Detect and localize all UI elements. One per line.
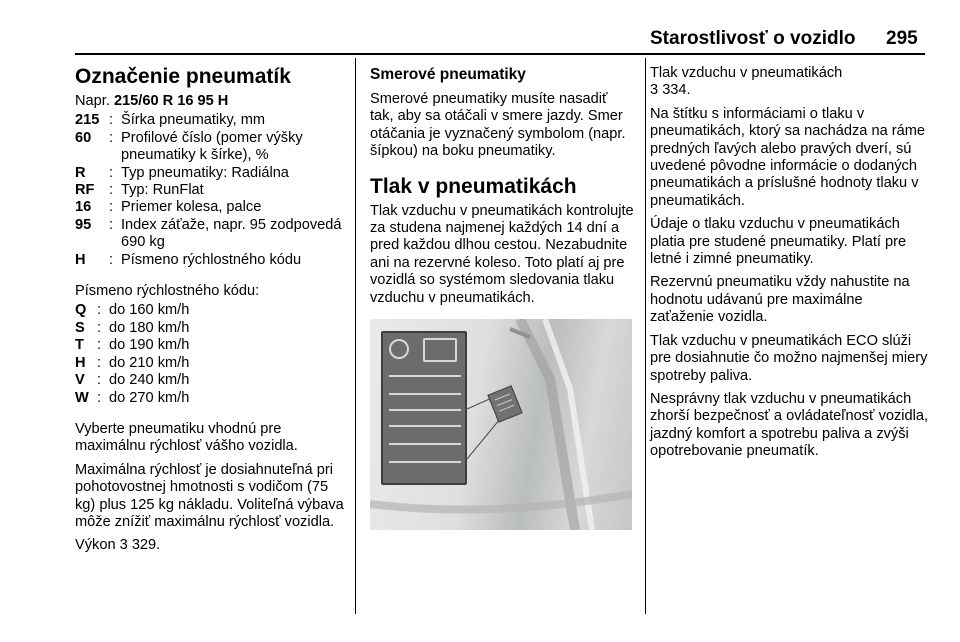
paragraph-label-location: Na štítku s informáciami o tlaku v pneumatikách, ktorý sa nachádza na ráme predných ľavých alebo pravých dverí, sú uvedené pôvodne informácie o dodaných pneumatikách a príslušné hodnoty tlaku v pneumatikách.	[650, 105, 926, 209]
section-heading-tire-pressure: Tlak v pneumatikách	[370, 174, 577, 198]
speed-row	[75, 320, 350, 337]
header-divider	[75, 53, 925, 55]
example-value: 215/60 R 16 95 H	[113, 93, 229, 109]
speed-value: do 180 km/h	[109, 319, 190, 336]
speed-value: do 160 km/h	[109, 302, 190, 319]
definition-key: 215	[75, 112, 100, 129]
reference-text: Tlak vzduchu v pneumatikách	[650, 65, 843, 81]
page-reference-arrow-icon: 3	[119, 537, 128, 554]
callout-lines	[370, 319, 632, 530]
paragraph-directional-tires: Smerové pneumatiky musíte nasadiť tak, aby sa otáčali v smere jazdy. Smer otáčania je vyznačený symbolom (napr. šípkou) na boku pneumatiky.	[370, 91, 626, 160]
separator-colon: :	[97, 319, 102, 336]
separator-colon: :	[109, 164, 114, 181]
paragraph-max-speed: Vyberte pneumatiku vhodnú pre maximálnu rýchlosť vášho vozidla.	[75, 420, 298, 455]
separator-colon: :	[109, 112, 114, 129]
column-divider-1	[355, 58, 356, 614]
page-reference-arrow-icon: 3	[650, 82, 659, 99]
definition-value: Typ: RunFlat	[121, 182, 204, 199]
speed-key: T	[75, 337, 84, 354]
example-line	[75, 93, 350, 110]
speed-value: do 270 km/h	[109, 389, 190, 406]
paragraph-tire-pressure-check: Tlak vzduchu v pneumatikách kontrolujte za studena najmenej každých 14 dní a pred každou dlhou cestou. Nezabudnite ani na rezervné koleso. Toto platí aj pre vozidlá so systémom sledovania tlaku vzduchu v pneumatikách.	[370, 202, 634, 306]
speed-value: do 190 km/h	[109, 337, 190, 354]
separator-colon: :	[97, 337, 102, 354]
tire-pressure-label-photo	[370, 319, 632, 530]
column-3	[650, 65, 930, 467]
speed-row	[75, 302, 350, 319]
definition-value: Písmeno rýchlostného kódu	[121, 251, 302, 268]
speed-row	[75, 390, 350, 407]
definition-row	[75, 199, 350, 216]
speed-row	[75, 337, 350, 354]
speed-key: Q	[75, 302, 87, 319]
page-reference-link[interactable]: 329.	[131, 537, 161, 554]
separator-colon: :	[97, 302, 102, 319]
definition-key: RF	[75, 182, 95, 199]
example-prefix: Napr.	[75, 93, 110, 109]
separator-colon: :	[97, 372, 102, 389]
separator-colon: :	[97, 354, 102, 371]
separator-colon: :	[109, 251, 114, 268]
paragraph-eco-pressure: Tlak vzduchu v pneumatikách ECO slúži pre dosiahnutie čo možno najmenšej miery spotreby paliva.	[650, 332, 928, 384]
paragraph-incorrect-pressure: Nesprávny tlak vzduchu v pneumatikách zhorší bezpečnosť a ovládateľnosť vozidla, jazdný komfort a spotrebu paliva a zvýši opotrebovanie pneumatík.	[650, 390, 929, 460]
column-1	[75, 65, 350, 561]
speed-row	[75, 355, 350, 372]
separator-colon: :	[109, 129, 114, 146]
column-divider-2	[645, 58, 646, 614]
definition-row	[75, 165, 350, 182]
definition-key: 95	[75, 216, 92, 233]
definition-value: Priemer kolesa, palce	[121, 199, 262, 216]
definition-row	[75, 217, 350, 252]
speed-row	[75, 372, 350, 389]
page-header-title: Starostlivosť o vozidlo	[650, 28, 856, 49]
definition-key: R	[75, 164, 86, 181]
separator-colon: :	[97, 389, 102, 406]
page-reference-link[interactable]: 334.	[662, 82, 691, 99]
page-number: 295	[886, 28, 918, 49]
definition-row	[75, 112, 350, 129]
definition-value: Šírka pneumatiky, mm	[121, 112, 266, 129]
speed-code-list	[75, 302, 350, 406]
definition-row	[75, 182, 350, 199]
tire-code-definitions	[75, 112, 350, 269]
column-2	[370, 65, 635, 530]
paragraph-spare-tire: Rezervnú pneumatiku vždy nahustite na hodnotu udávanú pre maximálne zaťaženie vozidla.	[650, 274, 910, 326]
separator-colon: :	[109, 216, 114, 233]
reference-text: Výkon	[75, 537, 116, 554]
speed-key: W	[75, 389, 89, 406]
separator-colon: :	[109, 199, 114, 216]
paragraph-performance-ref	[75, 537, 350, 554]
separator-colon: :	[109, 182, 114, 199]
paragraph-cold-tires: Údaje o tlaku vzduchu v pneumatikách platia pre studené pneumatiky. Platí pre letné i zimné pneumatiky.	[650, 216, 907, 268]
definition-row	[75, 252, 350, 269]
speed-key: H	[75, 354, 86, 371]
definition-key: H	[75, 251, 86, 268]
definition-row	[75, 130, 350, 165]
paragraph-pressure-ref	[650, 65, 930, 100]
speed-code-intro: Písmeno rýchlostného kódu:	[75, 283, 260, 300]
definition-key: 60	[75, 129, 92, 146]
section-heading-tire-marking: Označenie pneumatík	[75, 65, 291, 88]
speed-key: S	[75, 319, 85, 336]
subheading-directional-tires: Smerové pneumatiky	[370, 66, 526, 83]
speed-value: do 210 km/h	[109, 354, 190, 371]
definition-key: 16	[75, 199, 92, 216]
definition-value: Typ pneumatiky: Radiálna	[121, 164, 289, 181]
speed-value: do 240 km/h	[109, 372, 190, 389]
definition-value: Profilové číslo (pomer výšky pneumatiky k šírke), %	[121, 129, 303, 164]
speed-key: V	[75, 372, 85, 389]
paragraph-max-speed-weight: Maximálna rýchlosť je dosiahnuteľná pri pohotovostnej hmotnosti s vodičom (75 kg) plus 125 kg nákladu. Voliteľná výbava môže znížiť maximálnu rýchlosť vozidla.	[75, 461, 344, 530]
definition-value: Index záťaže, napr. 95 zodpovedá 690 kg	[121, 216, 342, 251]
